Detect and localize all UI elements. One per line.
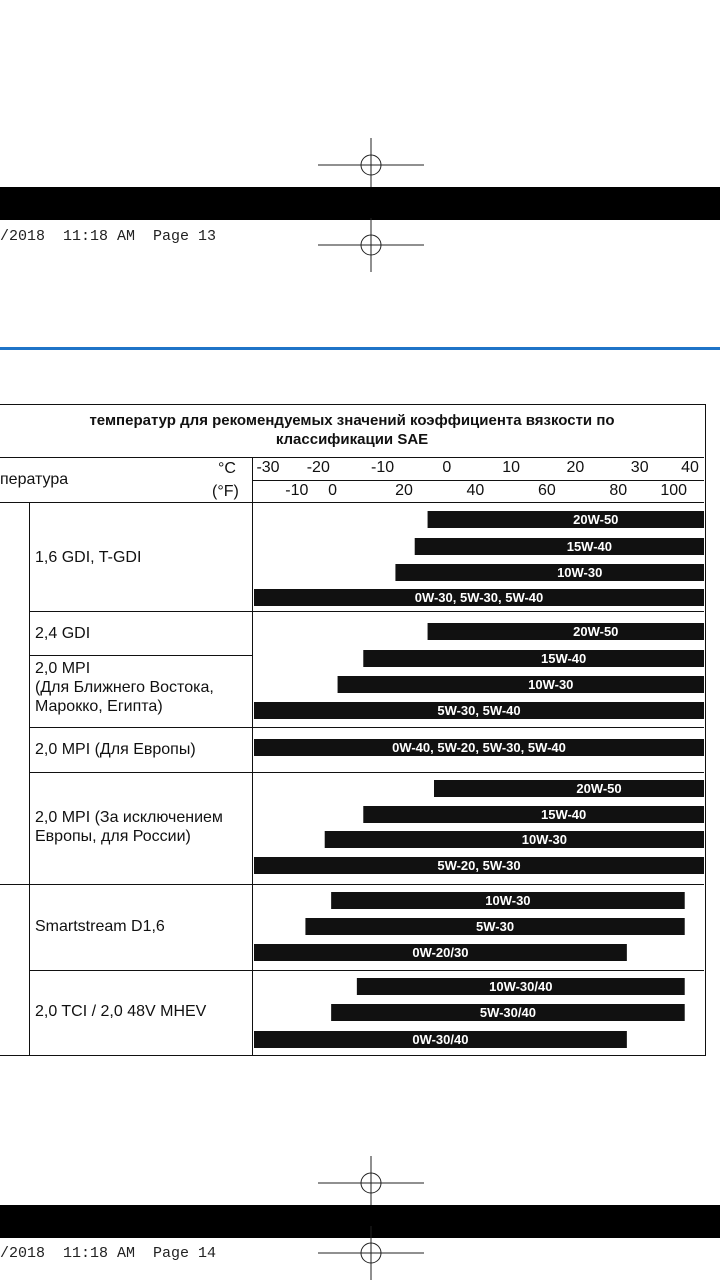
registration-mark-bottom-1 <box>318 1156 424 1210</box>
celsius-tick-label: 40 <box>681 459 699 476</box>
engine-label: Smartstream D1,6 <box>35 918 165 935</box>
viscosity-bar-label: 20W-50 <box>576 781 622 796</box>
viscosity-bar <box>434 780 704 797</box>
viscosity-bar <box>428 623 704 640</box>
viscosity-bar-label: 10W-30 <box>521 832 567 847</box>
celsius-tick-label: 10 <box>502 459 521 476</box>
viscosity-bar-label: 15W-40 <box>541 807 587 822</box>
viscosity-bar-label: 10W-30 <box>485 893 531 908</box>
viscosity-bar <box>325 831 704 848</box>
fahrenheit-tick-label: 20 <box>395 482 413 499</box>
registration-mark-bottom-2 <box>318 1226 424 1280</box>
viscosity-bar-label: 10W-30 <box>528 677 574 692</box>
viscosity-bar-label: 0W-30/40 <box>412 1032 469 1047</box>
viscosity-bar <box>395 564 704 581</box>
engine-label: 2,0 MPI (Для Европы) <box>35 741 196 758</box>
engine-label: 1,6 GDI, T-GDI <box>35 549 142 566</box>
viscosity-bar-label: 5W-30 <box>476 919 515 934</box>
engine-label: 2,0 MPI (Для Ближнего Востока, Марокко, Египта) <box>35 660 214 715</box>
viscosity-bar <box>415 538 704 555</box>
unit-celsius: °C <box>218 460 236 477</box>
fahrenheit-tick-label: 60 <box>537 482 556 499</box>
viscosity-bar-label: 15W-40 <box>566 539 612 554</box>
viscosity-bar-label: 10W-30 <box>557 565 603 580</box>
celsius-tick-label: -10 <box>371 459 395 476</box>
table-title-line1: температур для рекомендуемых значений коэффициента вязкости по <box>89 412 615 429</box>
celsius-tick-label: -20 <box>306 459 330 476</box>
viscosity-bar-label: 10W-30/40 <box>489 979 553 994</box>
fahrenheit-tick-label: 0 <box>328 482 338 499</box>
celsius-tick-label: -30 <box>256 459 280 476</box>
viscosity-bar-label: 5W-30/40 <box>479 1005 536 1020</box>
temperature-label: пература <box>0 471 69 488</box>
viscosity-bar-label: 0W-30, 5W-30, 5W-40 <box>414 590 544 605</box>
celsius-tick-label: 30 <box>630 459 649 476</box>
fahrenheit-tick-label: -10 <box>285 482 309 499</box>
viscosity-bar-label: 0W-40, 5W-20, 5W-30, 5W-40 <box>392 740 566 755</box>
engine-label: 2,0 TCI / 2,0 48V MHEV <box>35 1003 207 1020</box>
fahrenheit-tick-label: 80 <box>609 482 628 499</box>
print-slug-top: /2018 11:18 AM Page 13 <box>0 228 217 245</box>
viscosity-bar <box>428 511 704 528</box>
viscosity-bar-label: 20W-50 <box>573 512 619 527</box>
viscosity-bar <box>338 676 704 693</box>
celsius-tick-label: 0 <box>442 459 452 476</box>
engine-label: 2,0 MPI (За исключением Европы, для России) <box>35 809 223 845</box>
unit-fahrenheit: (°F) <box>212 483 239 500</box>
fahrenheit-tick-label: 100 <box>660 482 688 499</box>
viscosity-bar <box>363 650 704 667</box>
viscosity-bar-label: 15W-40 <box>541 651 587 666</box>
fahrenheit-tick-label: 40 <box>466 482 485 499</box>
viscosity-bar-label: 5W-30, 5W-40 <box>437 703 521 718</box>
viscosity-bar <box>363 806 704 823</box>
viscosity-bar-label: 0W-20/30 <box>412 945 469 960</box>
viscosity-bar-label: 20W-50 <box>573 624 619 639</box>
viscosity-bar-label: 5W-20, 5W-30 <box>437 858 521 873</box>
celsius-tick-label: 20 <box>566 459 585 476</box>
table-title-line2: классификации SAE <box>275 431 429 448</box>
print-slug-bottom: /2018 11:18 AM Page 14 <box>0 1245 217 1262</box>
engine-label: 2,4 GDI <box>35 625 91 642</box>
